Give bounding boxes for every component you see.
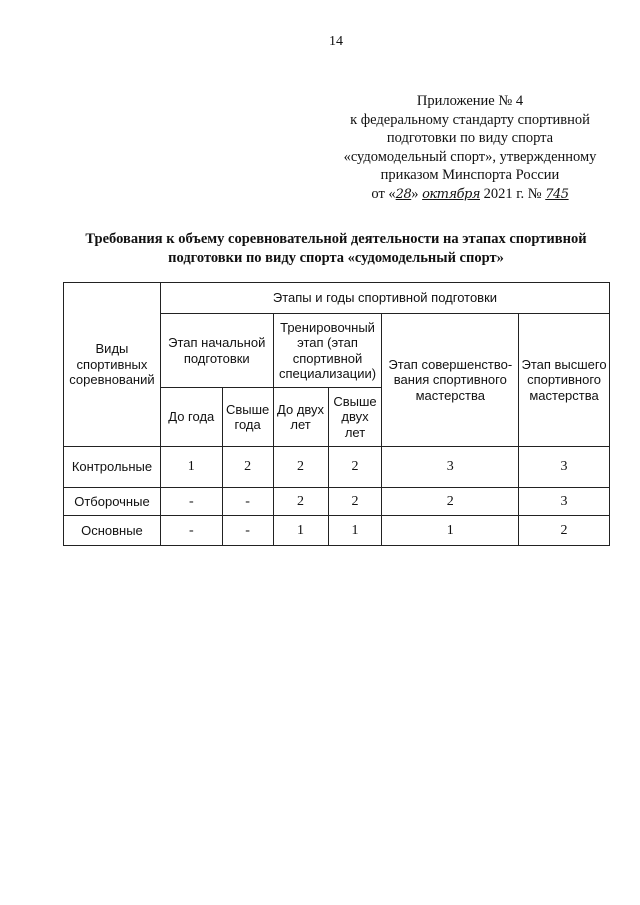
- appendix-title: Приложение № 4: [416, 93, 524, 109]
- stage-training-header: Тренировочный этап (этап спортивной специализации): [273, 314, 382, 388]
- table-cell: 3: [382, 447, 519, 488]
- table-cell: 2: [519, 516, 610, 546]
- table-cell: 1: [382, 516, 519, 546]
- title-line: Требования к объему соревновательной деятельности на этапах спортивной: [85, 231, 587, 247]
- appendix-block: [330, 92, 610, 204]
- appendix-line: подготовки по виду спорта: [386, 130, 554, 146]
- table-row: [64, 516, 610, 546]
- date-mid: »: [411, 185, 419, 202]
- sub-header-initial-2: Свыше года: [222, 388, 273, 447]
- appendix-line: к федеральному стандарту спортивной: [350, 111, 590, 128]
- date-prefix: от «: [371, 185, 396, 202]
- table-cell: 2: [273, 488, 328, 516]
- date-month: октября: [422, 186, 480, 202]
- row-label: Отборочные: [64, 488, 161, 516]
- table-cell: 2: [273, 447, 328, 488]
- table-row: [64, 488, 610, 516]
- stage-highest-header: Этап высшего спортивного мастерства: [519, 314, 610, 447]
- row-label: Контрольные: [64, 447, 161, 488]
- date-year: 2021 г. №: [483, 185, 542, 202]
- requirements-table: [63, 282, 610, 546]
- table-cell: 1: [328, 516, 382, 546]
- page-number: 14: [329, 34, 343, 49]
- table-cell: -: [222, 488, 273, 516]
- stage-initial-header: Этап начальной подготовки: [160, 314, 273, 388]
- group-header-cell: Этапы и годы спортивной подготовки: [160, 283, 609, 314]
- table-cell: 3: [519, 447, 610, 488]
- table-row: [64, 447, 610, 488]
- sub-header-training-2: Свыше двух лет: [328, 388, 382, 447]
- row-label: Основные: [64, 516, 161, 546]
- table-cell: 2: [222, 447, 273, 488]
- appendix-line: «судомодельный спорт», утвержденному: [343, 148, 597, 165]
- table-cell: 2: [328, 447, 382, 488]
- order-number: 745: [545, 186, 569, 202]
- table-cell: 3: [519, 488, 610, 516]
- table-cell: -: [160, 488, 222, 516]
- sub-header-training-1: До двух лет: [273, 388, 328, 447]
- title-line: подготовки по виду спорта «судомодельный спорт»: [168, 250, 504, 266]
- row-header-cell: Виды спортивных соревнований: [64, 283, 161, 447]
- table-cell: -: [222, 516, 273, 546]
- stage-improvement-header: Этап совершенство-вания спортивного мастерства: [382, 314, 519, 447]
- document-title: [62, 230, 610, 268]
- sub-header-initial-1: До года: [160, 388, 222, 447]
- table-cell: 2: [328, 488, 382, 516]
- appendix-line: приказом Минспорта России: [380, 167, 560, 183]
- table-cell: 1: [273, 516, 328, 546]
- order-date-line: [330, 185, 610, 205]
- table-cell: 2: [382, 488, 519, 516]
- table-cell: -: [160, 516, 222, 546]
- date-day: 28: [395, 186, 412, 202]
- table-cell: 1: [160, 447, 222, 488]
